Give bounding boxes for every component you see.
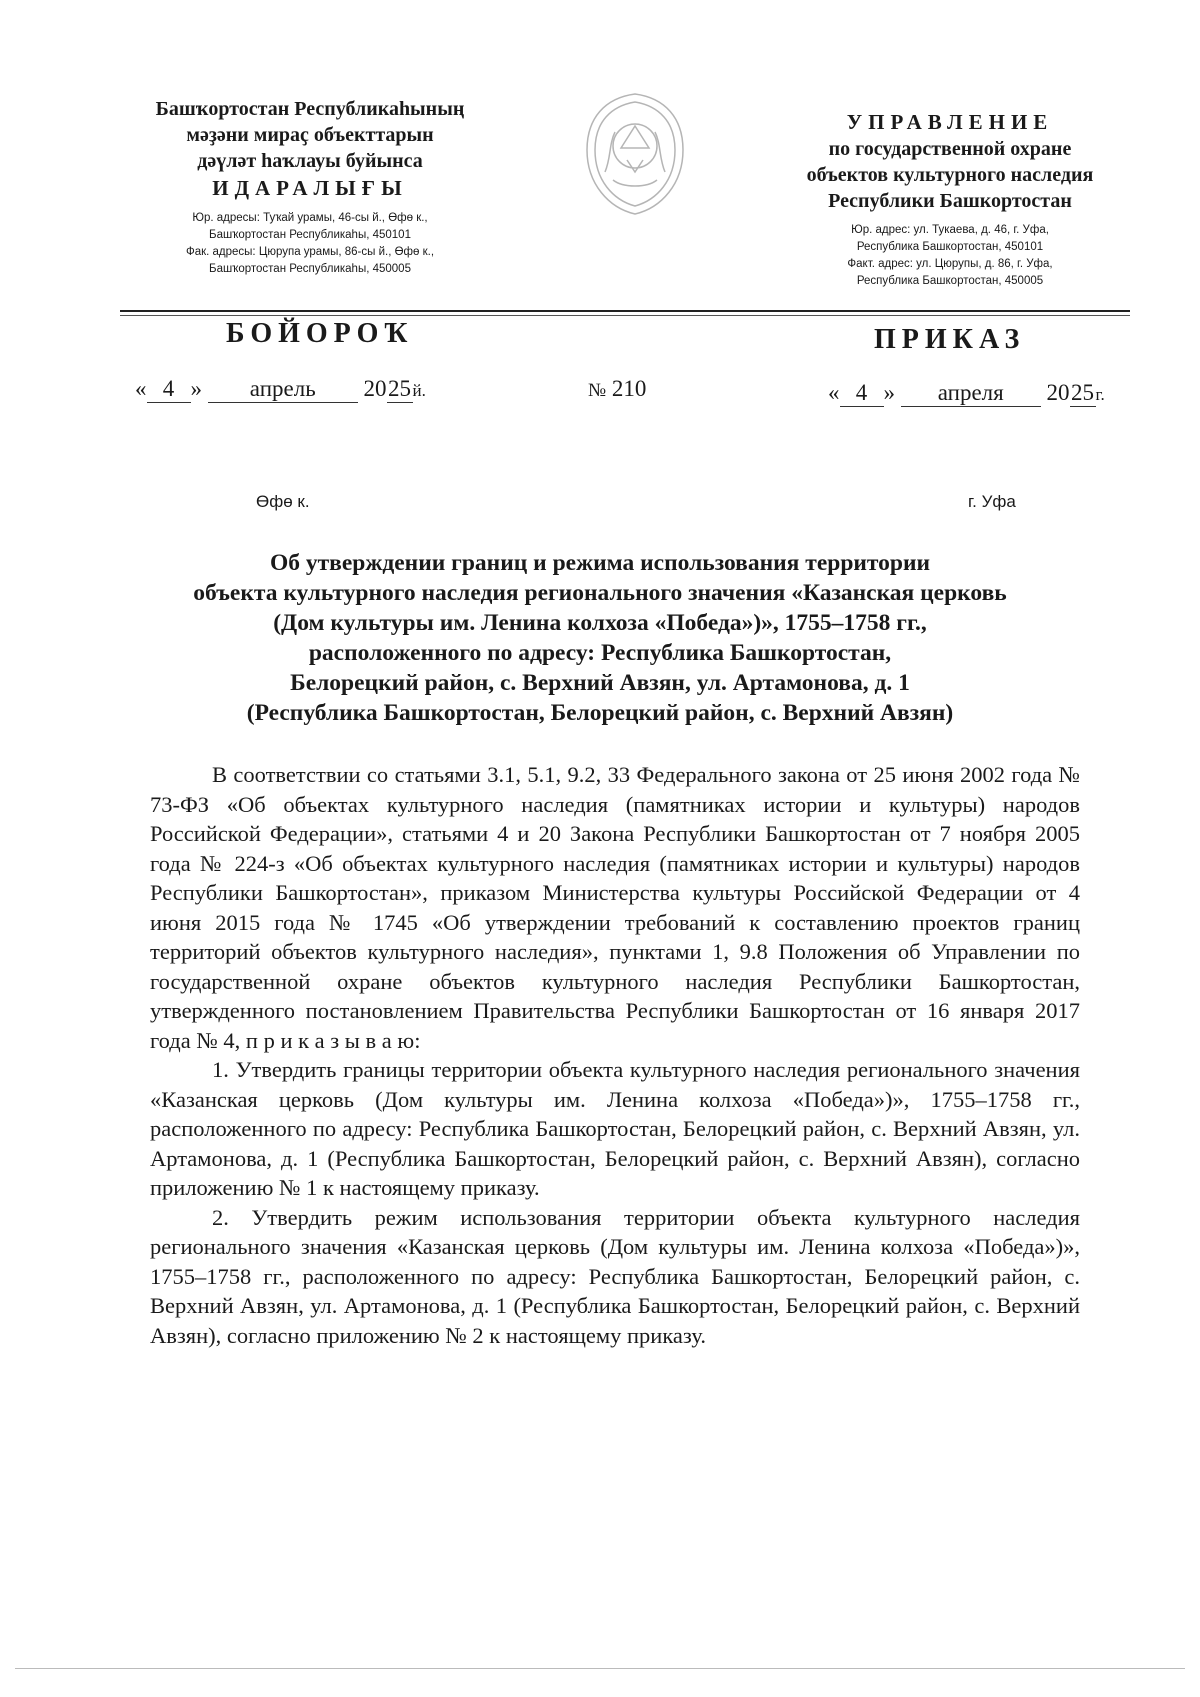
date-russian	[828, 380, 1105, 407]
address-line: Юр. адресы: Туҡай урамы, 46-сы й., Өфө к.,	[192, 212, 428, 224]
header-right	[770, 108, 1130, 290]
date-quote-open: «	[828, 380, 840, 405]
header-divider	[120, 310, 1130, 312]
address-line: Республика Башкортостан, 450005	[856, 275, 1044, 287]
document-title	[130, 548, 1070, 728]
city-russian: г. Уфа	[968, 492, 1016, 511]
header-divider-thin	[120, 315, 1130, 316]
date-year-mark: й.	[412, 381, 426, 400]
title-line: Белорецкий район, с. Верхний Авзян, ул. Артамонова, д. 1	[290, 670, 910, 696]
city-bashkir: Өфө к.	[256, 492, 310, 511]
date-year-mark: г.	[1095, 385, 1105, 404]
document-body	[150, 760, 1080, 1350]
title-line: (Республика Башкортостан, Белорецкий район, с. Верхний Авзян)	[246, 700, 954, 726]
date-bashkir	[135, 376, 426, 403]
address-line: Башҡортостан Республикаһы, 450005	[209, 263, 411, 275]
date-year-prefix: 20	[1046, 380, 1070, 405]
body-paragraph-preamble: В соответствии со статьями 3.1, 5.1, 9.2, 33 Федерального закона от 25 июня 2002 года № 73-ФЗ «Об объектах культурного наследия (памятниках истории и культуры) народов Российской Федерации», статьями 4 и 20 Закона Республики Башкортостан от 7 ноября 2005 года № 224-з «Об объектах культурного наследия (памятниках истории и культуры) народов Республики Башкортостан», приказом Министерства культуры Российской Федерации от 4 июня 2015 года № 1745 «Об утверждении требований к составлению проектов границ территорий объектов культурного наследия», пунктами 1, 9.8 Положения об Управлении по государственной охране объектов культурного наследия Республики Башкортостан, утвержденного постановлением Правительства Республики Башкортостан от 16 января 2017 года № 4, п р и к а з ы в а ю:	[150, 762, 1080, 1053]
org-name-russian-line-1: по государственной охране	[828, 138, 1072, 160]
org-name-bashkir-line-3: дәүләт һаҡлауы буйынса	[197, 150, 423, 172]
org-name-bashkir-line-2: мәҙәни мираҫ объекттарын	[186, 124, 434, 146]
address-line: Фак. адресы: Цюрупа урамы, 86-сы й., Өфө к.,	[185, 246, 435, 258]
bashkortostan-emblem-icon	[575, 88, 695, 218]
date-month: апрель	[208, 376, 358, 403]
title-line: Об утверждении границ и режима использования территории	[269, 550, 931, 576]
doc-type-russian: ПРИКАЗ	[874, 324, 1026, 355]
address-line: Башҡортостан Республикаһы, 450101	[209, 229, 411, 241]
address-line: Республика Башкортостан, 450101	[856, 241, 1044, 253]
org-name-russian-line-2: объектов культурного наследия	[806, 164, 1094, 186]
doc-type-bashkir: БОЙОРОҠ	[226, 318, 414, 349]
date-year-suffix: 25	[388, 376, 411, 401]
number-value: 210	[611, 376, 647, 401]
org-title-bashkir: ИДАРАЛЫҒЫ	[212, 176, 408, 200]
org-title-russian: УПРАВЛЕНИЕ	[846, 110, 1054, 134]
date-year-prefix: 20	[363, 376, 387, 401]
date-day: 4	[147, 376, 191, 403]
title-line: расположенного по адресу: Республика Башкортостан,	[308, 640, 892, 666]
date-quote-close: »	[190, 376, 202, 401]
date-month: апреля	[901, 380, 1041, 407]
title-line: (Дом культуры им. Ленина колхоза «Победа»)», 1755–1758 гг.,	[273, 610, 927, 636]
order-number	[588, 376, 646, 402]
date-day: 4	[840, 380, 884, 407]
address-russian	[770, 222, 1130, 290]
address-bashkir	[120, 210, 500, 278]
date-quote-open: «	[135, 376, 147, 401]
date-quote-close: »	[883, 380, 895, 405]
title-line: объекта культурного наследия регионального значения «Казанская церковь	[193, 580, 1007, 606]
address-line: Факт. адрес: ул. Цюрупы, д. 86, г. Уфа,	[847, 258, 1053, 270]
body-paragraph-item-2: 2. Утвердить режим использования территории объекта культурного наследия регионального значения «Казанская церковь (Дом культуры им. Ленина колхоза «Победа»)», 1755–1758 гг., расположенного по адресу: Республика Башкортостан, Белорецкий район, с. Верхний Авзян, ул. Артамонова, д. 1 (Республика Башкортостан, Белорецкий район, с. Верхний Авзян), согласно приложению № 2 к настоящему приказу.	[150, 1204, 1080, 1348]
org-name-bashkir-line-1: Башҡортостан Республикаһының	[155, 98, 465, 120]
number-sign: №	[588, 380, 607, 401]
header-left	[120, 96, 500, 278]
body-paragraph-item-1: 1. Утвердить границы территории объекта культурного наследия регионального значения «Казанская церковь (Дом культуры им. Ленина колхоза «Победа»)», 1755–1758 гг., расположенного по адресу: Республика Башкортостан, Белорецкий район, с. Верхний Авзян, ул. Артамонова, д. 1 (Республика Башкортостан, Белорецкий район, с. Верхний Авзян), согласно приложению № 1 к настоящему приказу.	[150, 1057, 1080, 1200]
page-bottom-edge	[15, 1668, 1185, 1669]
address-line: Юр. адрес: ул. Тукаева, д. 46, г. Уфа,	[851, 224, 1049, 236]
org-name-russian-line-3: Республики Башкортостан	[828, 190, 1072, 212]
date-year-suffix: 25	[1071, 380, 1094, 405]
